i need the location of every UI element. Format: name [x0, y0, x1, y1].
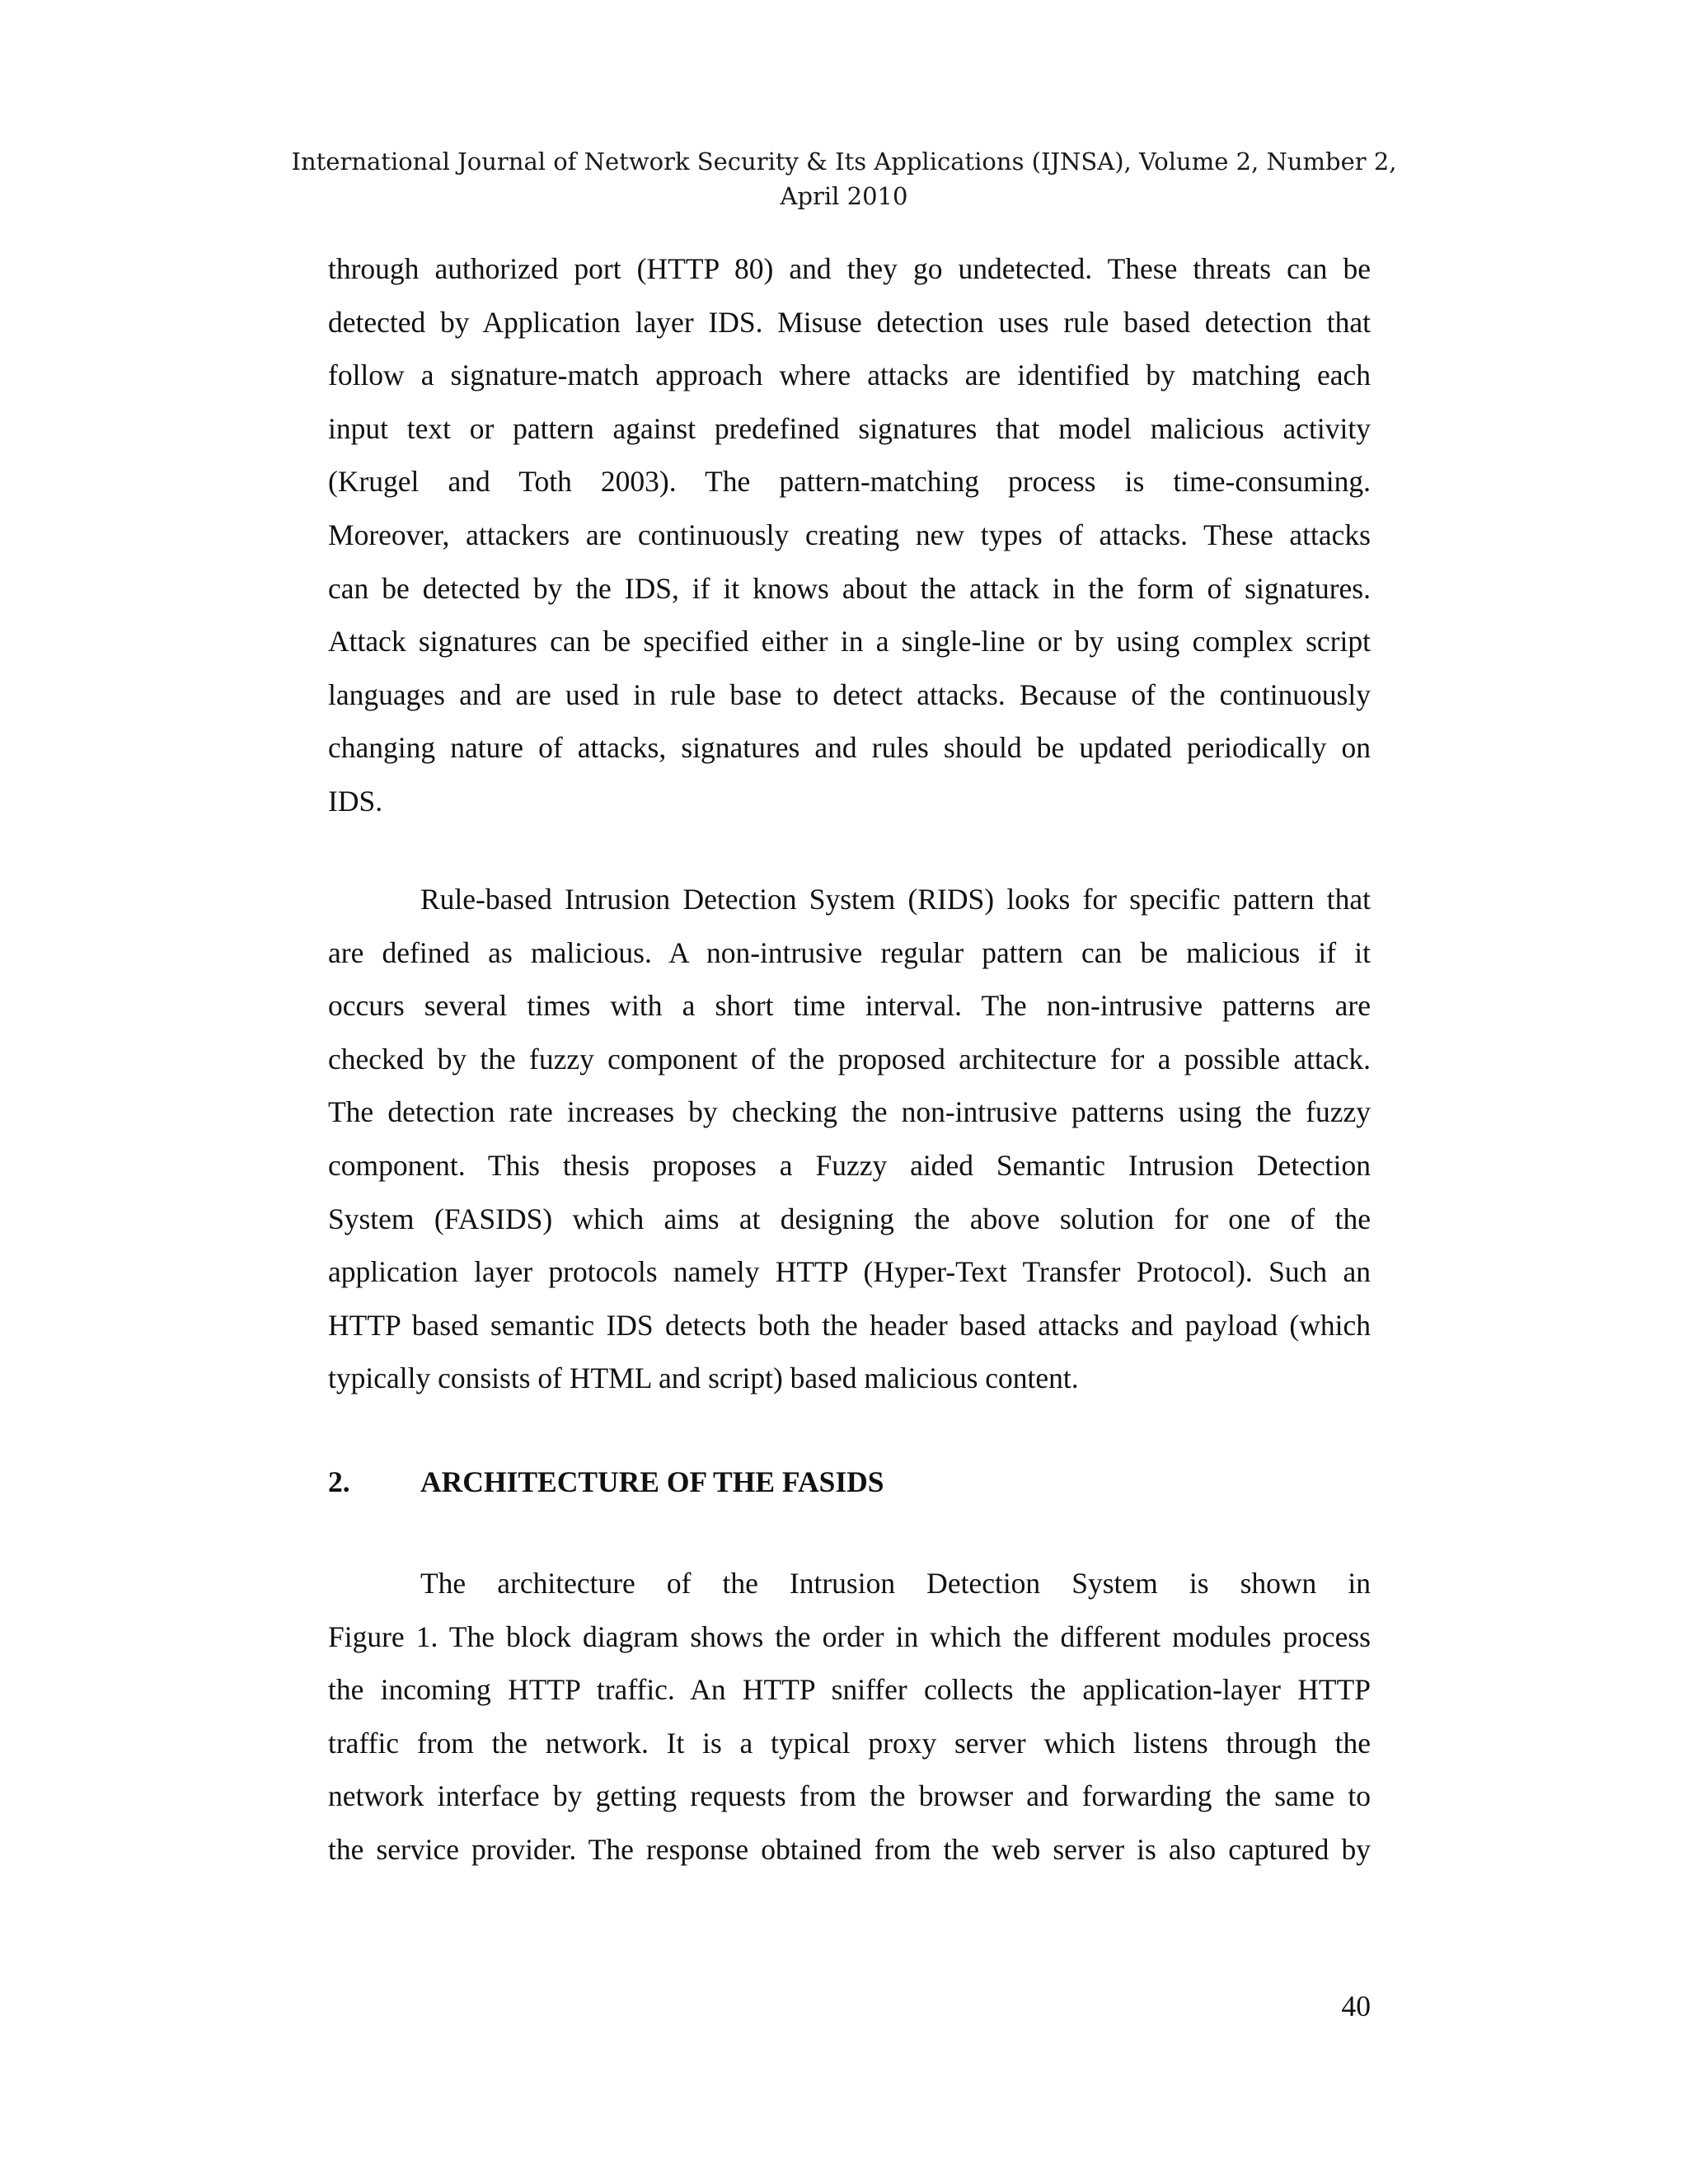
paragraph-misuse-detection [328, 242, 1371, 828]
text-line: occurs several times with a short time interval. The non-intrusive patterns are [328, 989, 1371, 1023]
text-line: The detection rate increases by checking the non-intrusive patterns using the fuzzy [328, 1095, 1371, 1129]
text-line: System (FASIDS) which aims at designing the above solution for one of the [328, 1202, 1371, 1235]
paragraph-rids [328, 873, 1371, 1405]
text-line: traffic from the network. It is a typical proxy server which listens through the [328, 1726, 1371, 1760]
text-line: the incoming HTTP traffic. An HTTP sniffer collects the application-layer HTTP [328, 1673, 1371, 1707]
section-heading [328, 1455, 1371, 1508]
text-line: follow a signature-match approach where attacks are identified by matching each [328, 359, 1371, 392]
text-line: The architecture of the Intrusion Detection System is shown in [420, 1567, 1371, 1600]
section-title: ARCHITECTURE OF THE FASIDS [420, 1465, 884, 1498]
page-number: 40 [1341, 1990, 1371, 2022]
text-line: HTTP based semantic IDS detects both the header based attacks and payload (which [328, 1308, 1371, 1342]
running-header [247, 144, 1441, 213]
text-line: application layer protocols namely HTTP (Hyper-Text Transfer Protocol). Such an [328, 1255, 1371, 1289]
text-line: changing nature of attacks, signatures and rules should be updated periodically on [328, 731, 1371, 765]
paragraph-architecture [328, 1557, 1371, 1877]
text-line: (Krugel and Toth 2003). The pattern-matching process is time-consuming. [328, 465, 1371, 499]
text-line: checked by the fuzzy component of the proposed architecture for a possible attack. [328, 1042, 1371, 1076]
text-line: Rule-based Intrusion Detection System (RIDS) looks for specific pattern that [420, 883, 1371, 916]
text-line: IDS. [328, 784, 383, 818]
text-line: component. This thesis proposes a Fuzzy aided Semantic Intrusion Detection [328, 1148, 1371, 1182]
text-line: typically consists of HTML and script) based malicious content. [328, 1361, 1079, 1395]
text-line: detected by Application layer IDS. Misuse detection uses rule based detection that [328, 305, 1371, 339]
text-line: the service provider. The response obtained from the web server is also captured by [328, 1832, 1371, 1866]
text-line: Moreover, attackers are continuously creating new types of attacks. These attacks [328, 518, 1371, 551]
section-number: 2. [328, 1465, 350, 1498]
text-line: can be detected by the IDS, if it knows about the attack in the form of signatures. [328, 571, 1371, 605]
text-line: network interface by getting requests from the browser and forwarding the same to [328, 1779, 1371, 1813]
journal-title-line: International Journal of Network Security & Its Applications (IJNSA), Volume 2, Number 2, [291, 148, 1397, 176]
text-line: Attack signatures can be specified either in a single-line or by using complex script [328, 625, 1371, 658]
text-line: Figure 1. The block diagram shows the order in which the different modules process [328, 1619, 1371, 1653]
text-line: languages and are used in rule base to detect attacks. Because of the continuously [328, 677, 1371, 711]
text-line: through authorized port (HTTP 80) and they go undetected. These threats can be [328, 252, 1371, 285]
journal-date-line: April 2010 [780, 182, 908, 210]
text-line: are defined as malicious. A non-intrusive regular pattern can be malicious if it [328, 935, 1371, 969]
text-line: input text or pattern against predefined signatures that model malicious activity [328, 411, 1371, 445]
